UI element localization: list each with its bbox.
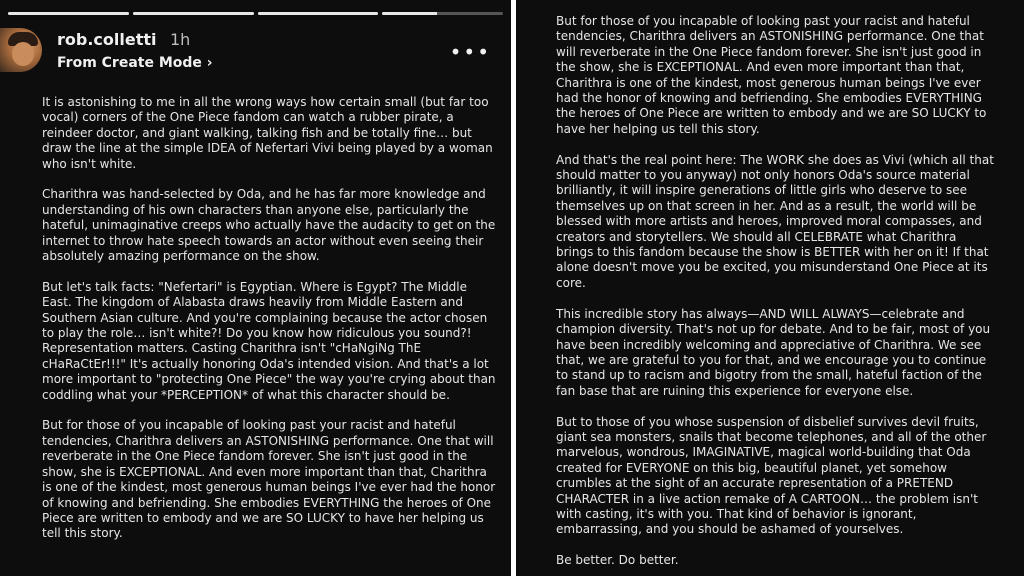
paragraph: This incredible story has always—AND WILL ALWAYS—celebrate and champion diversity. That's not up for debate. And to be fair, most of you have been incredibly welcoming and appreciative of Charithra. We see that, we are grateful to you for that, and we encourage you to continue to stand up to racism and bigotry from the small, hateful faction of the fan base that are ruining this experience for everyone else. [556,306,991,398]
post-time: 1h [170,30,191,49]
paragraph: Charithra was hand-selected by Oda, and he has far more knowledge and understanding of his own characters than anyone else, particularly the hateful, unimaginative creeps who actually have the audacity to get on the internet to throw hate speech towards an actor without even seeing their absolutely amazing performance on the show. [42,187,496,264]
paragraph: It is astonishing to me in all the wrong ways how certain small (but far too vocal) corners of the One Piece fandom can watch a rubber pirate, a reindeer doctor, and giant walking, talking fish and be totally fine… but draw the line at the simple IDEA of Nefertari Vivi being played by a woman who isn't white. [42,95,493,171]
paragraph: But to those of you whose suspension of disbelief survives devil fruits, giant sea monsters, snails that become telephones, and all of the other marvelous, wondrous, IMAGINATIVE, magical world-building that Oda created for EVERYONE on this big, beautiful planet, yet somehow crumbles at the sight of an accurate representation of a PRETEND CHARACTER in a live action remake of A CARTOON… the problem isn't with casting, it's with you. That kind of behavior is ignorant, embarrassing, and you should be ashamed of yourselves. [556,414,987,537]
story-text-right [556,14,994,576]
create-mode-link[interactable] [57,55,213,71]
story-progress-segment [8,12,129,15]
paragraph: But let's talk facts: "Nefertari" is Egyptian. Where is Egypt? The Middle East. The kingdom of Alabasta draws heavily from Middle Eastern and Southern Asian culture. And you're complaining because the actor chosen to play the role… isn't white?! Do you know how ridiculous you sound?! Representation matters. Casting Charithra isn't "cHaNgiNg ThE cHaRaCtEr!!!" It's actually honoring Oda's intended vision. And that's a lot more important to "protecting One Piece" the way you're crying about than coddling what your *PERCEPTION* of what this character should be. [42,279,496,402]
story-header [0,26,511,78]
paragraph: And that's the real point here: The WORK she does as Vivi (which all that should matter to you anyway) not only honors Oda's source material brilliantly, it will inspire generations of little girls who deserve to see themselves up on that screen in her. And as a result, the world will be blessed with more artists and heroes, improved moral compasses, and creators and storytellers. We should all CELEBRATE what Charithra brings to this fandom because the show is BETTER with her on it! If that alone doesn't move you be excited, you misunderstand One Piece at its core. [556,152,994,290]
story-panel-right [516,0,1024,576]
create-mode-label: From Create Mode [57,55,202,71]
story-panel-left [0,0,511,576]
story-progress-bar [8,12,503,15]
paragraph: But for those of you incapable of looking past your racist and hateful tendencies, Charithra delivers an ASTONISHING performance. One that will reverberate in the One Piece fandom forever. She isn't just good in the show, she is EXCEPTIONAL. And even more important than that, Charithra is one of the kindest, most generous human beings I've ever had the honor of knowing and befriending. She embodies EVERYTHING the heroes of One Piece are written to embody and we are SO LUCKY to have her helping us tell this story. [556,14,987,136]
story-progress-segment [258,12,379,15]
story-progress-segment [382,12,503,15]
story-text-left [42,95,498,557]
paragraph: Be better. Do better. [556,553,679,568]
username[interactable]: rob.colletti [57,30,157,49]
chevron-right-icon: › [206,55,213,71]
paragraph: But for those of you incapable of looking past your racist and hateful tendencies, Charithra delivers an ASTONISHING performance. One that will reverberate in the One Piece fandom forever. She isn't just good in the show, she is EXCEPTIONAL. And even more important than that, Charithra is one of the kindest, most generous human beings I've ever had the honor of knowing and befriending. She embodies EVERYTHING the heroes of One Piece are written to embody and we are SO LUCKY to have her helping us tell this story. [42,418,496,541]
avatar[interactable] [0,28,42,72]
more-options-icon[interactable]: ••• [449,40,491,64]
story-progress-segment [133,12,254,15]
